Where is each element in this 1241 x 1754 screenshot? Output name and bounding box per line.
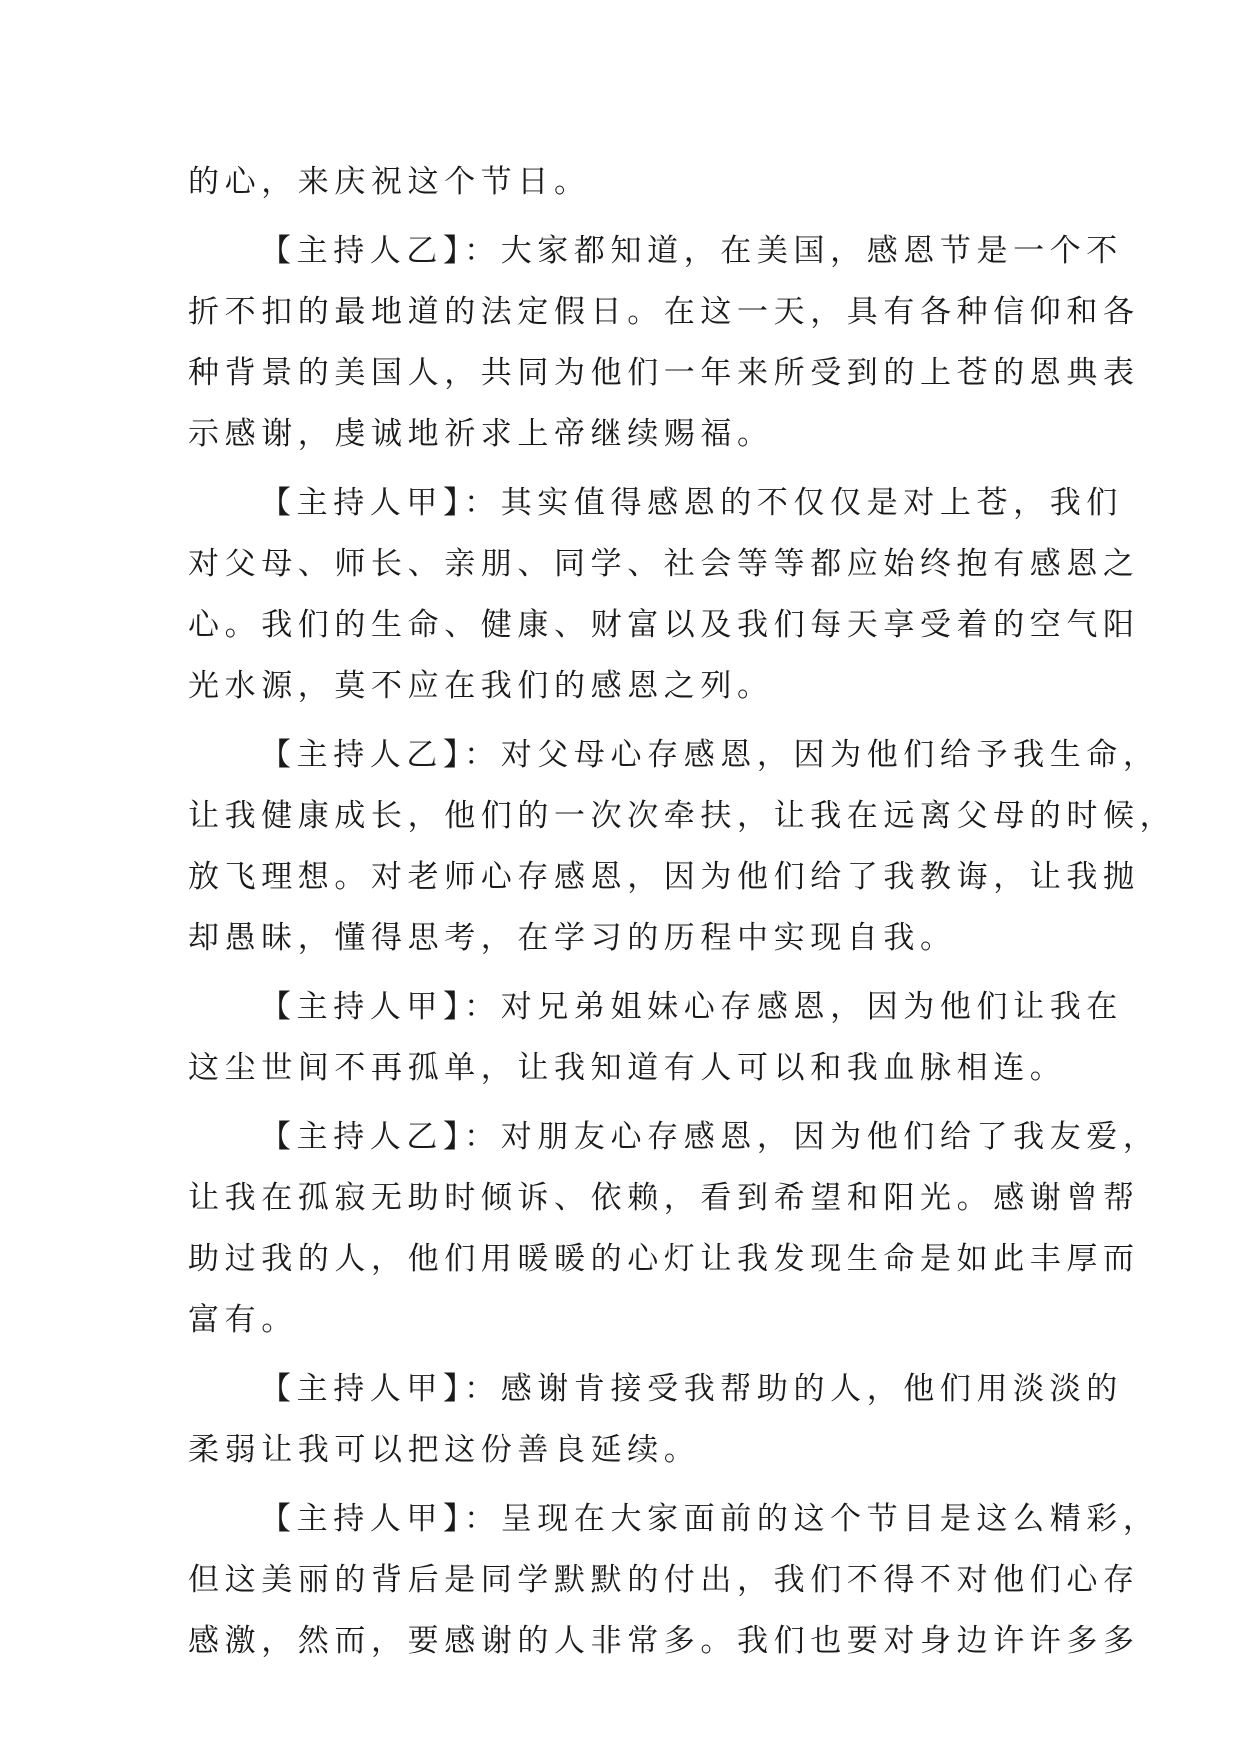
text-line: 对父母、师长、亲朋、同学、社会等等都应始终抱有感恩之 (188, 546, 1140, 582)
paragraph-3 (188, 473, 1140, 717)
text-line: 富有。 (188, 1302, 298, 1338)
text-line: 感激，然而，要感谢的人非常多。我们也要对身边许许多多 (188, 1623, 1140, 1659)
text-line: 【主持人乙】：大家都知道，在美国，感恩节是一个不 (260, 233, 1123, 269)
text-line: 让我健康成长，他们的一次次牵扶，让我在远离父母的时候， (188, 798, 1177, 834)
text-line: 【主持人乙】：对父母心存感恩，因为他们给予我生命， (260, 737, 1160, 773)
text-line: 心。我们的生命、健康、财富以及我们每天享受着的空气阳 (188, 607, 1140, 643)
text-line: 但这美丽的背后是同学默默的付出，我们不得不对他们心存 (188, 1562, 1140, 1598)
text-line: 【主持人甲】：呈现在大家面前的这个节目是这么精彩， (260, 1501, 1160, 1537)
text-line: 的心，来庆祝这个节日。 (188, 164, 591, 200)
paragraph-6 (188, 1107, 1160, 1351)
text-line: 折不扣的最地道的法定假日。在这一天，具有各种信仰和各 (188, 294, 1140, 330)
text-line: 光水源，莫不应在我们的感恩之列。 (188, 668, 774, 704)
text-line: 【主持人甲】：其实值得感恩的不仅仅是对上苍，我们 (260, 485, 1123, 521)
text-line: 种背景的美国人，共同为他们一年来所受到的上苍的恩典表 (188, 355, 1140, 391)
text-line: 柔弱让我可以把这份善良延续。 (188, 1432, 701, 1468)
text-line: 【主持人乙】：对朋友心存感恩，因为他们给了我友爱， (260, 1119, 1160, 1155)
paragraph-1 (188, 152, 1058, 213)
text-line: 【主持人甲】：对兄弟姐妹心存感恩，因为他们让我在 (260, 989, 1123, 1025)
text-line: 【主持人甲】：感谢肯接受我帮助的人，他们用淡淡的 (260, 1371, 1123, 1407)
paragraph-5 (188, 977, 1123, 1099)
text-line: 示感谢，虔诚地祈求上帝继续赐福。 (188, 416, 774, 452)
text-line: 让我在孤寂无助时倾诉、依赖，看到希望和阳光。感谢曾帮 (188, 1180, 1140, 1216)
paragraph-4 (188, 725, 1177, 969)
paragraph-7 (188, 1359, 1123, 1481)
text-line: 助过我的人，他们用暖暖的心灯让我发现生命是如此丰厚而 (188, 1241, 1140, 1277)
paragraph-2 (188, 221, 1140, 465)
text-line: 这尘世间不再孤单，让我知道有人可以和我血脉相连。 (188, 1050, 1067, 1086)
text-line: 放飞理想。对老师心存感恩，因为他们给了我教诲，让我抛 (188, 859, 1140, 895)
text-line: 却愚昧，懂得思考，在学习的历程中实现自我。 (188, 920, 957, 956)
document-page (188, 152, 1177, 1680)
paragraph-8 (188, 1489, 1160, 1672)
